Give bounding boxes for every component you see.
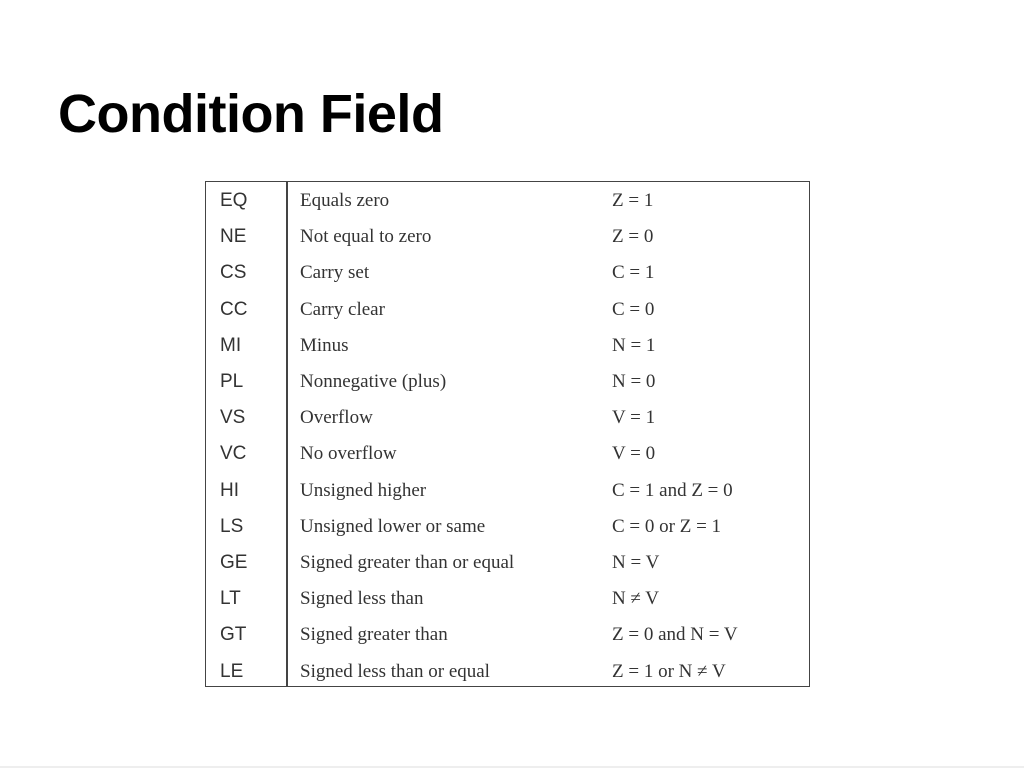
table-row xyxy=(206,617,809,653)
condition-meaning: Carry clear xyxy=(300,298,385,320)
condition-flags: V = 1 xyxy=(612,407,656,429)
condition-meaning: Nonnegative (plus) xyxy=(300,371,447,393)
table-row xyxy=(206,364,809,400)
table-row xyxy=(206,509,809,545)
condition-code: HI xyxy=(220,479,239,501)
table-row xyxy=(206,436,809,472)
condition-flags: N = 0 xyxy=(612,371,656,393)
condition-meaning: Carry set xyxy=(300,262,370,284)
table-row xyxy=(206,400,809,436)
table-row xyxy=(206,183,809,219)
table-row xyxy=(206,545,809,581)
condition-flags: C = 0 or Z = 1 xyxy=(612,515,722,537)
condition-code: LT xyxy=(220,588,241,610)
condition-flags: Z = 0 and N = V xyxy=(612,624,738,646)
condition-meaning: Signed less than xyxy=(300,588,424,610)
condition-flags: N = 1 xyxy=(612,334,656,356)
condition-table-grid xyxy=(206,183,809,690)
condition-table-body xyxy=(206,183,809,690)
condition-meaning: Unsigned lower or same xyxy=(300,515,486,537)
condition-code: GE xyxy=(220,551,248,573)
condition-flags: V = 0 xyxy=(612,443,656,465)
slide-title: Condition Field xyxy=(58,84,444,144)
table-row xyxy=(206,328,809,364)
table-row xyxy=(206,292,809,328)
condition-meaning: Signed greater than xyxy=(300,624,448,646)
condition-code: CS xyxy=(220,262,247,284)
condition-flags: C = 0 xyxy=(612,298,655,320)
condition-meaning: Signed greater than or equal xyxy=(300,551,515,573)
table-row xyxy=(206,473,809,509)
condition-code: VC xyxy=(220,443,247,465)
condition-meaning: Unsigned higher xyxy=(300,479,427,501)
condition-flags: Z = 0 xyxy=(612,226,654,248)
condition-code: NE xyxy=(220,226,247,248)
condition-flags: Z = 1 or N ≠ V xyxy=(612,660,726,682)
table-row xyxy=(206,653,809,689)
table-row xyxy=(206,255,809,291)
condition-table xyxy=(205,181,810,687)
condition-code: EQ xyxy=(220,190,248,212)
condition-flags: N ≠ V xyxy=(612,588,660,610)
condition-code: VS xyxy=(220,407,246,429)
condition-meaning: Overflow xyxy=(300,407,373,429)
condition-flags: N = V xyxy=(612,551,660,573)
condition-code: LS xyxy=(220,515,244,537)
condition-flags: C = 1 xyxy=(612,262,655,284)
condition-meaning: Signed less than or equal xyxy=(300,660,490,682)
condition-flags: Z = 1 xyxy=(612,190,654,212)
condition-meaning: Not equal to zero xyxy=(300,226,432,248)
condition-meaning: Equals zero xyxy=(300,190,390,212)
condition-code: LE xyxy=(220,660,244,682)
condition-meaning: Minus xyxy=(300,334,349,356)
condition-code: MI xyxy=(220,334,242,356)
condition-code: GT xyxy=(220,624,247,646)
condition-meaning: No overflow xyxy=(300,443,397,465)
condition-code: CC xyxy=(220,298,248,320)
condition-code: PL xyxy=(220,371,244,393)
table-row xyxy=(206,219,809,255)
condition-flags: C = 1 and Z = 0 xyxy=(612,479,733,501)
table-row xyxy=(206,581,809,617)
